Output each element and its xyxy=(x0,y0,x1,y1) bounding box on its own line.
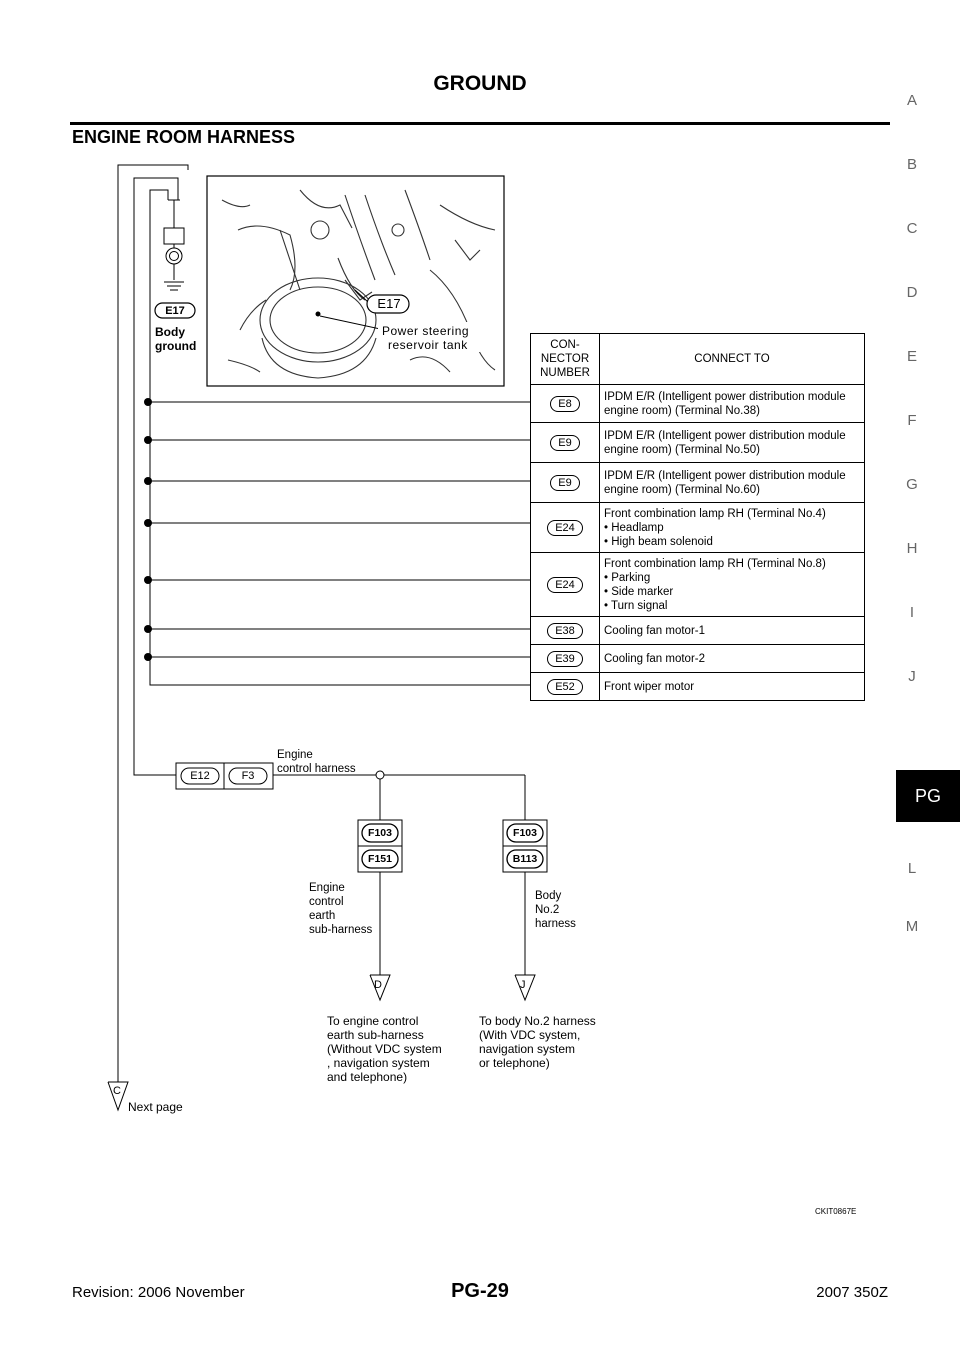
harness-connector-e12: E12 xyxy=(190,770,210,782)
connector-badge: E24 xyxy=(547,520,583,536)
right-destination: navigation system xyxy=(479,1042,576,1056)
page-title: GROUND xyxy=(433,72,527,95)
footer-revision: Revision: 2006 November xyxy=(72,1284,245,1301)
body-ground-connector: E17 xyxy=(165,305,185,317)
body-ground-label-line2: ground xyxy=(155,339,197,353)
header-connect-to: CONNECT TO xyxy=(600,334,865,385)
index-tab-e[interactable]: E xyxy=(906,348,917,365)
harness-connector-f3: F3 xyxy=(241,770,255,782)
index-tab-i[interactable]: I xyxy=(909,604,915,621)
index-tab-g[interactable]: G xyxy=(906,476,918,493)
left-destination: (Without VDC system xyxy=(327,1042,442,1056)
connector-badge: E38 xyxy=(547,623,583,639)
right-branch-label: Body xyxy=(535,890,562,902)
table-row: E9 IPDM E/R (Intelligent power distribution module engine room) (Terminal No.60) xyxy=(531,463,865,503)
table-row: E9 IPDM E/R (Intelligent power distribution module engine room) (Terminal No.50) xyxy=(531,423,865,463)
left-connector-f151: F151 xyxy=(368,853,392,865)
connector-badge: E8 xyxy=(550,396,579,412)
photo-caption-line2: reservoir tank xyxy=(388,338,468,352)
left-destination: To engine control xyxy=(327,1014,419,1028)
terminal-d: D xyxy=(374,979,382,991)
header-connector-number: CON- NECTOR NUMBER xyxy=(531,334,600,385)
index-tab-c[interactable]: C xyxy=(906,220,918,237)
table-row: E52 Front wiper motor xyxy=(531,673,865,701)
connector-badge: E9 xyxy=(550,435,579,451)
table-header-row xyxy=(531,334,865,385)
right-branch-label: harness xyxy=(535,918,576,930)
index-tab-f[interactable]: F xyxy=(907,412,917,429)
next-page-link[interactable]: Next page xyxy=(128,1100,183,1114)
table-row: E38 Cooling fan motor-1 xyxy=(531,617,865,645)
index-tab-h[interactable]: H xyxy=(906,540,918,557)
footer-model: 2007 350Z xyxy=(816,1284,888,1301)
table-row: E24 Front combination lamp RH (Terminal No.4) • Headlamp • High beam solenoid xyxy=(531,503,865,553)
right-destination: (With VDC system, xyxy=(479,1028,581,1042)
engine-harness-label-line2: control harness xyxy=(277,763,356,775)
connector-badge: E9 xyxy=(550,475,579,491)
table-row: E39 Cooling fan motor-2 xyxy=(531,645,865,673)
table-row: E24 Front combination lamp RH (Terminal No.8) • Parking • Side marker • Turn signal xyxy=(531,553,865,617)
left-destination: and telephone) xyxy=(327,1070,408,1084)
index-tab-l[interactable]: L xyxy=(907,860,917,877)
body-ground-label-line1: Body xyxy=(155,325,185,339)
index-tab-pg-active[interactable]: PG xyxy=(896,770,960,822)
index-tab-a[interactable]: A xyxy=(906,92,917,109)
right-destination: or telephone) xyxy=(479,1056,550,1070)
terminal-c: C xyxy=(113,1085,121,1097)
connector-badge: E52 xyxy=(547,679,583,695)
right-connector-b113: B113 xyxy=(512,853,538,865)
left-branch-label: Engine xyxy=(309,882,345,894)
section-title: ENGINE ROOM HARNESS xyxy=(72,127,296,147)
footer-page-number: PG-29 xyxy=(451,1280,509,1302)
terminal-j: J xyxy=(520,979,526,991)
table-row: E8 IPDM E/R (Intelligent power distribution module engine room) (Terminal No.38) xyxy=(531,385,865,423)
index-tab-j[interactable]: J xyxy=(908,668,916,685)
connector-table xyxy=(530,333,865,701)
right-destination: To body No.2 harness xyxy=(479,1014,596,1028)
right-connector-f103: F103 xyxy=(513,827,537,839)
engine-harness-label-line1: Engine xyxy=(277,749,313,761)
left-destination: earth sub-harness xyxy=(327,1028,424,1042)
right-branch-label: No.2 xyxy=(535,904,560,916)
left-connector-f103: F103 xyxy=(368,827,392,839)
index-tab-b[interactable]: B xyxy=(906,156,917,173)
left-branch-label: earth xyxy=(309,910,336,922)
index-tab-m[interactable]: M xyxy=(905,918,919,935)
connector-badge: E24 xyxy=(547,577,583,593)
left-branch-label: sub-harness xyxy=(309,924,373,936)
connector-badge: E39 xyxy=(547,651,583,667)
left-destination: , navigation system xyxy=(327,1056,430,1070)
left-branch-label: control xyxy=(309,896,344,908)
photo-connector-e17: E17 xyxy=(377,296,401,311)
index-tab-d[interactable]: D xyxy=(906,284,918,301)
figure-reference-code: CKIT0867E xyxy=(815,1207,857,1216)
photo-caption-line1: Power steering xyxy=(382,324,470,338)
